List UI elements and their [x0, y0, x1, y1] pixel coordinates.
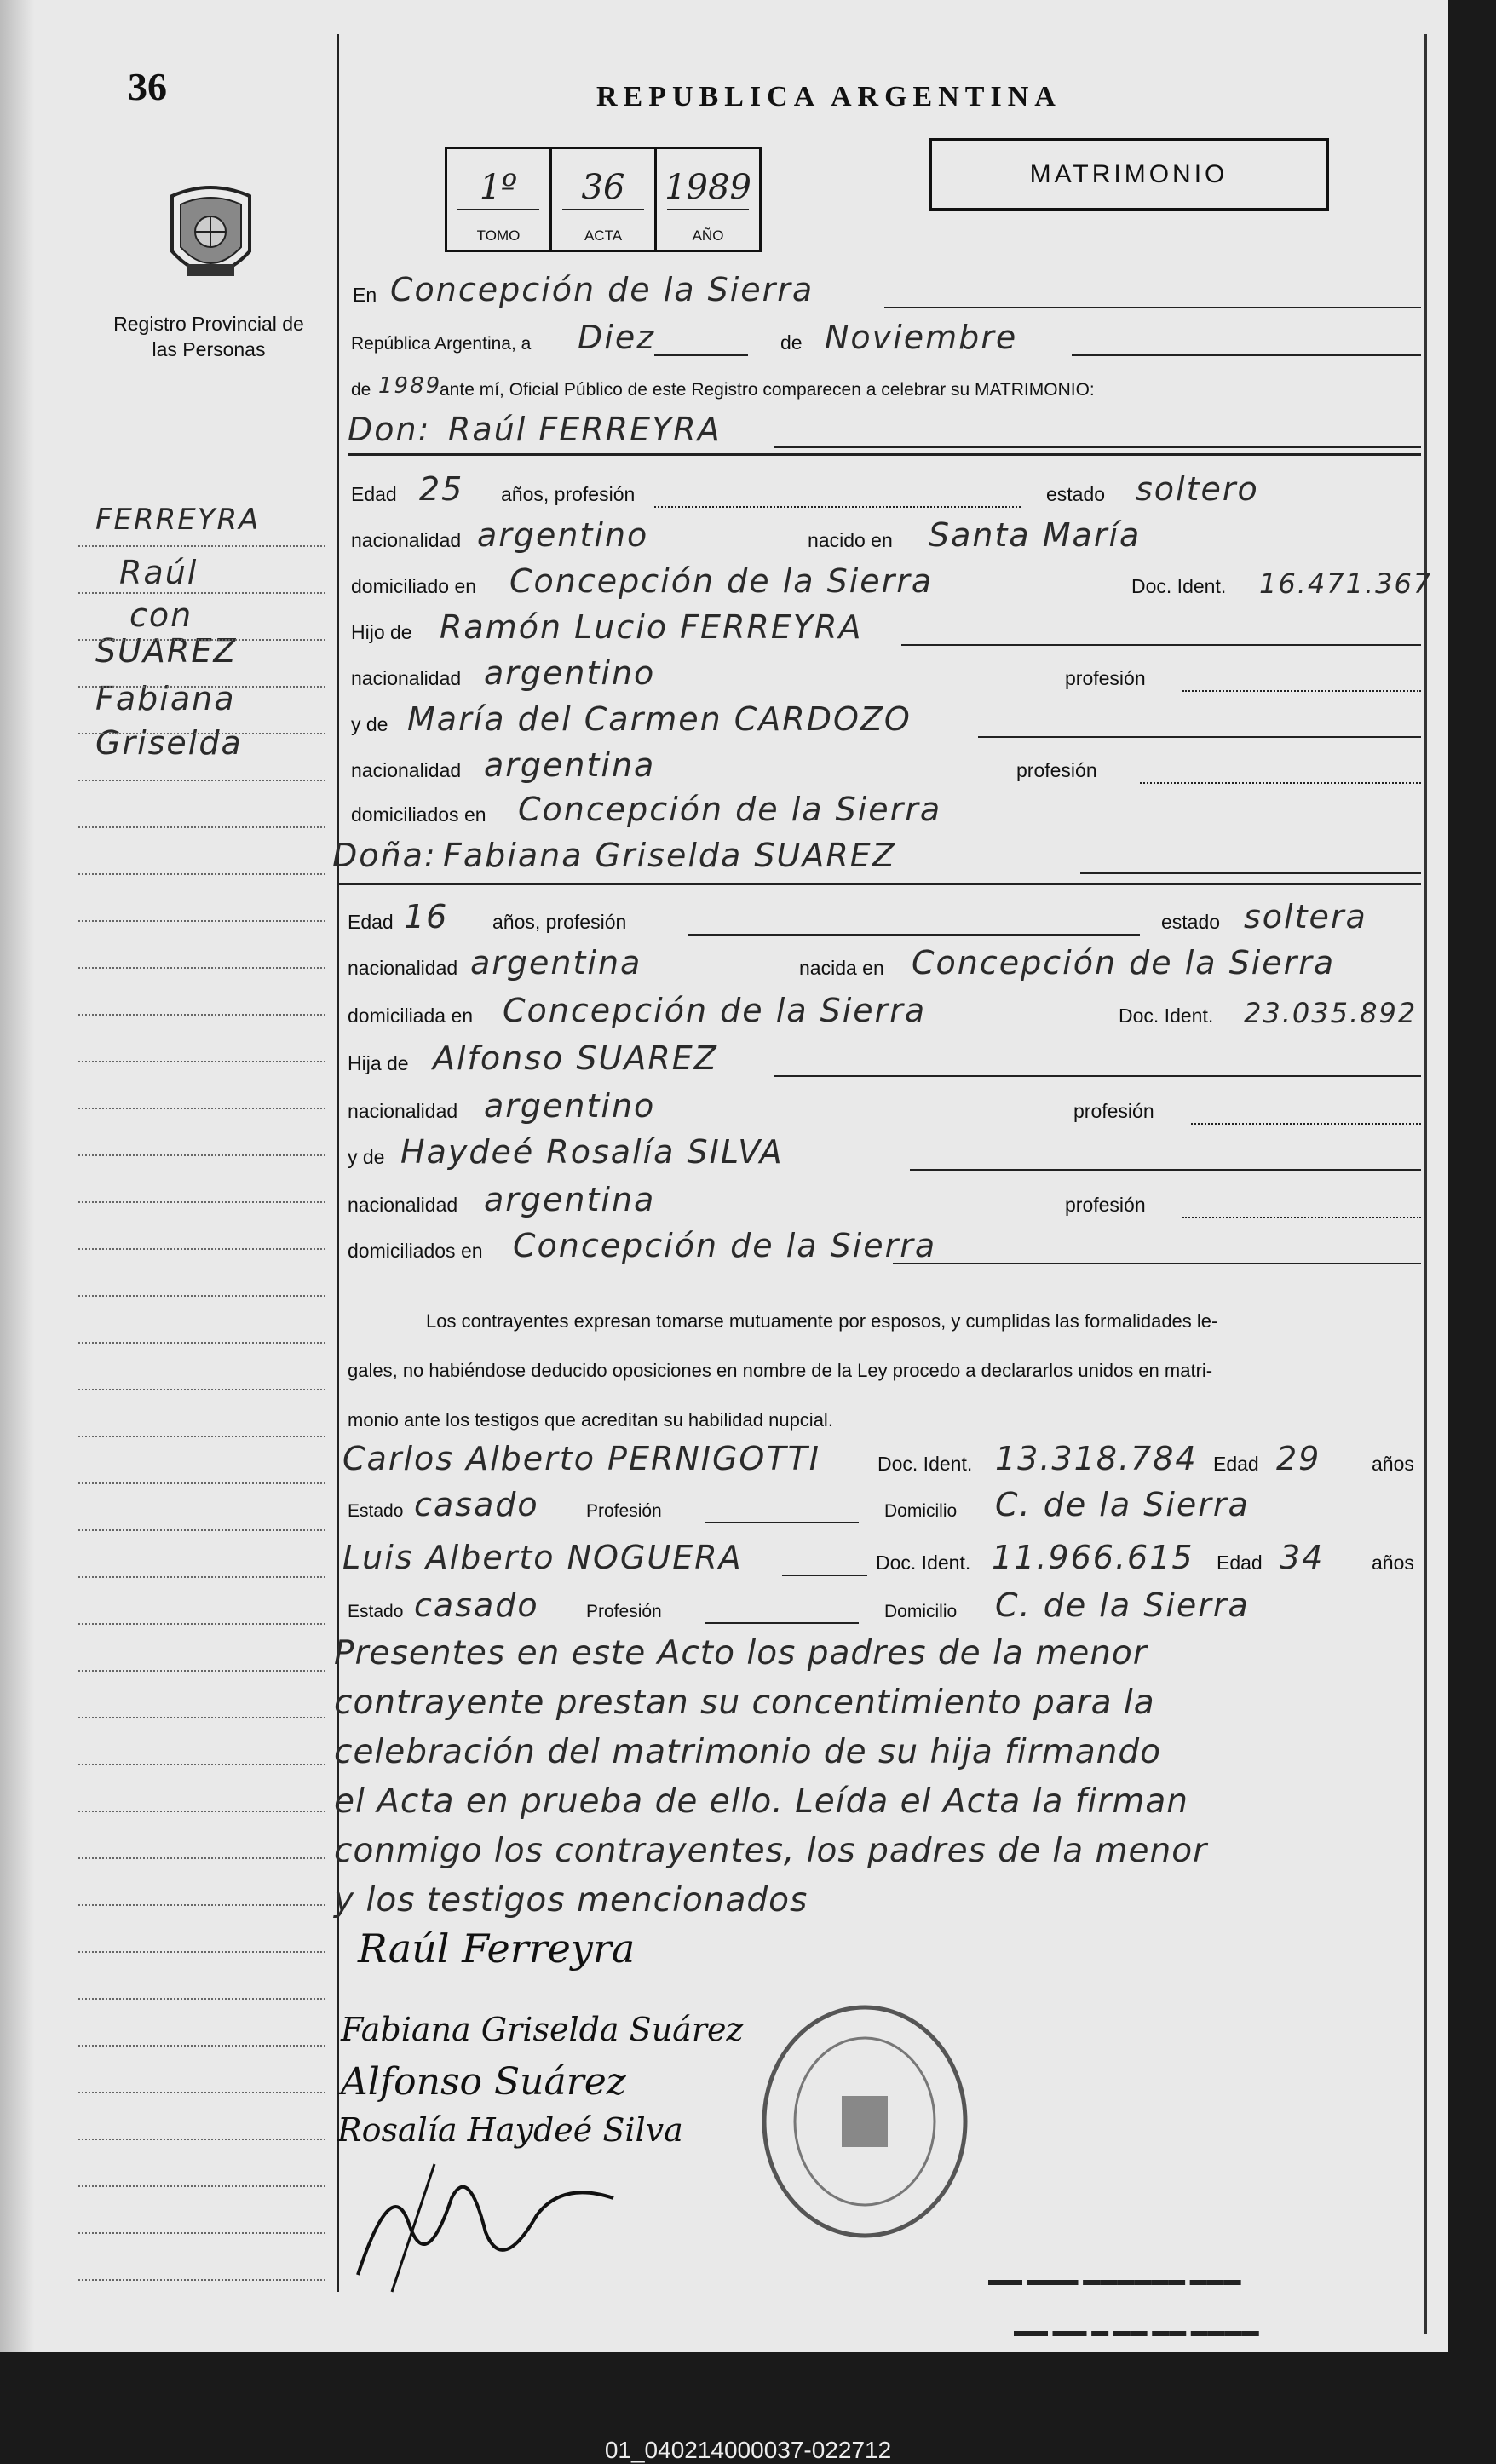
witness-2-row: [342, 1532, 1421, 1580]
bride-father-nat-label: nacionalidad: [348, 1100, 458, 1122]
groom-father-line: [901, 644, 1421, 646]
groom-mother-nat: argentina: [484, 746, 656, 784]
witness-2-age: 34: [1280, 1539, 1325, 1576]
bride-birthplace: Concepción de la Sierra: [912, 944, 1336, 982]
witness-1-name: Carlos Alberto PERNIGOTTI: [342, 1440, 820, 1477]
note-line-4: el Acta en prueba de ello. Leída el Acta la firman: [334, 1782, 1188, 1821]
bride-father-prof-line: [1191, 1123, 1421, 1125]
witness-2-doc: 11.966.615: [992, 1539, 1194, 1576]
groom-doc-label: Doc. Ident.: [1131, 575, 1227, 597]
margin-ruled-line: [78, 1061, 325, 1062]
margin-ruled-line: [78, 1482, 325, 1484]
witness-2-prof-line: [705, 1622, 859, 1624]
groom-father-nat: argentino: [484, 654, 656, 692]
witness-1-row: [342, 1433, 1421, 1481]
bride-father: Alfonso SUAREZ: [433, 1039, 718, 1077]
margin-ruled-line: [78, 967, 325, 969]
witness-1-anos: años: [1372, 1453, 1414, 1475]
note-line-1: Presentes en este Acto los padres de la menor: [334, 1634, 1148, 1672]
margin-ruled-line: [78, 1904, 325, 1906]
margin-divider: [337, 34, 339, 2292]
groom-mother-nat-row: [348, 740, 1421, 787]
bride-mother-row: [348, 1126, 1421, 1174]
witness-2-dom-label: Domicilio: [884, 1602, 958, 1621]
margin-ruled-line: [78, 1857, 325, 1859]
bride-mother-prof-label: profesión: [1065, 1194, 1146, 1216]
margin-ruled-line: [78, 1529, 325, 1531]
margin-ruled-line: [78, 1717, 325, 1718]
signature-bride-father: Alfonso Suárez: [341, 2060, 626, 2104]
groom-age: 25: [419, 470, 464, 508]
legal-line-3: monio ante los testigos que acreditan su habilidad nupcial.: [348, 1409, 833, 1431]
bride-parents-dom-row: [348, 1220, 1421, 1268]
intro-month-line: [1072, 354, 1421, 356]
margin-ruled-line: [78, 2232, 325, 2234]
groom-mother-line: [978, 736, 1421, 738]
bride-profession-line: [688, 934, 1140, 936]
anio-cell: [657, 149, 759, 250]
bride-nat-row: [348, 937, 1421, 985]
groom-father-prof-label: profesión: [1065, 667, 1146, 689]
margin-ruled-line: [78, 1576, 325, 1578]
margin-ruled-line: [78, 686, 325, 688]
margin-given-1: Raúl: [119, 554, 199, 591]
bride-estado: soltera: [1244, 898, 1367, 936]
bride-parents-dom-line: [893, 1263, 1421, 1264]
sheet-number: 36: [128, 65, 167, 108]
tomo-value: 1º: [447, 168, 549, 207]
signature-groom: Raúl Ferreyra: [358, 1926, 636, 1972]
intro-day: Diez: [578, 319, 656, 356]
witness-signature-scribble: [341, 2147, 630, 2300]
witness-2-doc-label: Doc. Ident.: [876, 1552, 971, 1574]
bride-father-line: [774, 1075, 1421, 1077]
bride-father-nat: argentino: [484, 1087, 656, 1125]
groom-profession-line: [654, 506, 1021, 508]
binding-edge: [0, 0, 34, 2352]
official-stamp-line-1: ▬▬ ▬▬▬ ▬▬▬▬▬▬ ▬▬▬: [988, 2271, 1241, 2289]
note-line-6: y los testigos mencionados: [334, 1881, 808, 1920]
witness-1-edad-label: Edad: [1213, 1453, 1259, 1475]
de-label: de: [780, 331, 803, 354]
groom-parents-dom: Concepción de la Sierra: [518, 791, 942, 828]
acta-cell: [552, 149, 657, 250]
witness-2-anos: años: [1372, 1552, 1414, 1574]
bride-father-prof-label: profesión: [1073, 1100, 1154, 1122]
margin-ruled-line: [78, 1764, 325, 1765]
margin-ruled-line: [78, 1436, 325, 1437]
margin-ruled-line: [78, 733, 325, 734]
witness-2-prof-label: Profesión: [586, 1602, 662, 1621]
groom-mother-prof-label: profesión: [1016, 759, 1097, 781]
margin-ruled-line: [78, 780, 325, 781]
bride-domicile: Concepción de la Sierra: [503, 992, 927, 1029]
bride-edad-label: Edad: [348, 911, 394, 933]
footer-code: 01_040214000037-022712: [604, 2437, 892, 2463]
margin-ruled-line: [78, 639, 325, 641]
margin-ruled-line: [78, 2045, 325, 2047]
bride-age-row: [348, 891, 1421, 939]
bride-doc-label: Doc. Ident.: [1119, 1005, 1214, 1027]
margin-ruled-line: [78, 1951, 325, 1953]
groom-title: Don:: [348, 411, 431, 448]
margin-ruled-line: [78, 1998, 325, 2000]
intro-text: ante mí, Oficial Público de este Registro comparecen a celebrar su MATRIMONIO:: [440, 380, 1095, 400]
groom-dom-row: [348, 556, 1433, 603]
groom-dom-label: domiciliado en: [351, 575, 477, 597]
bride-mother-prof-line: [1182, 1217, 1421, 1218]
tomo-label: TOMO: [476, 227, 521, 244]
bride-mother: Haydeé Rosalía SILVA: [400, 1133, 784, 1171]
intro-year: 1989: [378, 373, 442, 399]
anio-value: 1989: [657, 168, 759, 207]
country-title: REPUBLICA ARGENTINA: [596, 81, 1062, 112]
bride-yde-label: y de: [348, 1146, 385, 1168]
groom-father-row: [348, 602, 1421, 649]
margin-given-3: Griselda: [95, 724, 243, 762]
acta-value: 36: [552, 168, 654, 207]
bride-nat-label: nacionalidad: [348, 957, 458, 979]
document-type-box: MATRIMONIO: [929, 138, 1329, 211]
margin-ruled-line: [78, 1014, 325, 1016]
signature-bride-mother: Rosalía Haydeé Silva: [337, 2111, 683, 2149]
intro-month: Noviembre: [825, 319, 1018, 356]
margin-ruled-line: [78, 1248, 325, 1250]
bride-doc: 23.035.892: [1244, 997, 1418, 1029]
bride-mother-nat-label: nacionalidad: [348, 1194, 458, 1216]
bride-mother-line: [910, 1169, 1421, 1171]
groom-mother-row: [348, 694, 1421, 741]
de-year-label: de: [351, 380, 371, 400]
witness-1-prof-label: Profesión: [586, 1501, 662, 1521]
note-line-5: conmigo los contrayentes, los padres de la menor: [334, 1832, 1208, 1870]
margin-ruled-line: [78, 873, 325, 875]
margin-given-2: Fabiana: [95, 680, 236, 717]
witness-2-name: Luis Alberto NOGUERA: [342, 1539, 743, 1576]
intro-day-line: [654, 354, 748, 356]
bride-parents-dom: Concepción de la Sierra: [513, 1227, 937, 1264]
bride-father-nat-row: [348, 1080, 1421, 1128]
witness-2-domicile: C. de la Sierra: [995, 1586, 1250, 1624]
groom-nat-label: nacionalidad: [351, 529, 462, 551]
bride-name-row: [332, 830, 1421, 878]
groom-mother: María del Carmen CARDOZO: [407, 700, 912, 738]
bride-dom-label: domiciliada en: [348, 1005, 474, 1027]
bride-name-line: [1080, 872, 1421, 874]
note-line-2: contrayente prestan su concentimiento para la: [334, 1684, 1155, 1722]
acta-label: ACTA: [584, 227, 623, 244]
tomo-cell: [447, 149, 552, 250]
witness-2-estado: casado: [414, 1586, 539, 1624]
intro-year-row: [348, 358, 1421, 406]
official-stamp-line-2: ▬▬ ▬▬ ▬ ▬▬ ▬▬ ▬▬▬▬: [1014, 2322, 1259, 2340]
margin-ruled-line: [78, 1108, 325, 1109]
groom-hijo-label: Hijo de: [351, 621, 412, 643]
margin-ruled-line: [78, 920, 325, 922]
margin-surname-1: FERREYRA: [95, 503, 261, 537]
groom-estado-label: estado: [1046, 483, 1106, 505]
intro-date-row: [348, 312, 1421, 360]
republica-label: República Argentina, a: [351, 334, 532, 354]
margin-ruled-line: [78, 545, 325, 547]
margin-ruled-line: [78, 2185, 325, 2187]
groom-mother-nat-label: nacionalidad: [351, 759, 462, 781]
groom-name-row: [348, 404, 1421, 452]
witness-1-domicile: C. de la Sierra: [995, 1486, 1250, 1523]
anio-label: AÑO: [692, 227, 724, 244]
groom-father: Ramón Lucio FERREYRA: [440, 608, 863, 646]
groom-nationality: argentino: [477, 516, 649, 554]
margin-ruled-line: [78, 1811, 325, 1812]
registration-box: [445, 147, 762, 252]
margin-ruled-line: [78, 1670, 325, 1672]
signature-bride: Fabiana Griselda Suárez: [341, 2011, 744, 2048]
groom-father-prof-line: [1182, 690, 1421, 692]
groom-father-nat-row: [348, 648, 1421, 695]
witness-1-details-row: [348, 1479, 1421, 1527]
margin-ruled-line: [78, 2279, 325, 2281]
legal-line-2: gales, no habiéndose deducido oposiciones en nombre de la Ley procedo a declararlos unidos en matri-: [348, 1360, 1213, 1381]
bride-mother-nat-row: [348, 1174, 1421, 1222]
bride-age-unit: años, profesión: [492, 911, 627, 933]
provincial-crest-icon: [162, 179, 260, 294]
groom-rule: [348, 453, 1421, 456]
groom-yde-label: y de: [351, 713, 388, 735]
margin-ruled-line: [78, 592, 325, 594]
witness-1-prof-line: [705, 1522, 859, 1523]
intro-place: Concepción de la Sierra: [390, 271, 814, 308]
bride-nationality: argentina: [470, 944, 642, 982]
groom-doc: 16.471.367: [1259, 567, 1433, 600]
margin-ruled-line: [78, 1201, 325, 1203]
witness-1-doc: 13.318.784: [995, 1440, 1198, 1477]
margin-ruled-line: [78, 1342, 325, 1344]
groom-edad-label: Edad: [351, 483, 397, 505]
witness-2-name-line: [782, 1575, 867, 1576]
groom-name-line: [774, 446, 1421, 448]
witness-1-estado: casado: [414, 1486, 539, 1523]
groom-estado: soltero: [1136, 470, 1259, 508]
margin-ruled-line: [78, 2092, 325, 2093]
witness-2-details-row: [348, 1580, 1421, 1627]
bride-estado-label: estado: [1161, 911, 1221, 933]
official-seal-icon: [758, 2002, 971, 2241]
margin-surname-2: SUAREZ: [95, 632, 238, 670]
bride-mother-nat: argentina: [484, 1181, 656, 1218]
margin-con: con: [129, 596, 193, 634]
registry-name: Registro Provincial de las Personas: [113, 313, 304, 360]
bride-nacida-label: nacida en: [799, 957, 884, 979]
witness-2-edad-label: Edad: [1217, 1552, 1263, 1574]
intro-place-line: [884, 307, 1421, 308]
witness-1-age: 29: [1276, 1440, 1321, 1477]
margin-ruled-line: [78, 826, 325, 828]
bride-age: 16: [404, 898, 449, 936]
margin-ruled-line: [78, 1623, 325, 1625]
bride-hija-label: Hija de: [348, 1052, 409, 1074]
legal-line-1: Los contrayentes expresan tomarse mutuamente por esposos, y cumplidas las formalidades le-: [426, 1310, 1218, 1332]
bride-rule: [339, 883, 1421, 885]
witness-1-dom-label: Domicilio: [884, 1501, 958, 1521]
groom-age-unit: años, profesión: [501, 483, 636, 505]
margin-ruled-line: [78, 1154, 325, 1156]
groom-parents-dom-label: domiciliados en: [351, 803, 486, 826]
witness-1-doc-label: Doc. Ident.: [877, 1453, 973, 1475]
witness-2-estado-label: Estado: [348, 1602, 404, 1621]
groom-parents-dom-row: [348, 784, 1421, 832]
bride-title: Doña:: [332, 837, 437, 874]
groom-domicile: Concepción de la Sierra: [509, 562, 934, 600]
groom-nacido-label: nacido en: [808, 529, 893, 551]
right-border: [1424, 34, 1427, 2334]
margin-ruled-line: [78, 1295, 325, 1297]
intro-place-row: [348, 264, 1421, 312]
note-line-3: celebración del matrimonio de su hija firmando: [334, 1733, 1161, 1771]
groom-name: Raúl FERREYRA: [448, 411, 722, 448]
margin-ruled-line: [78, 2139, 325, 2140]
bride-parents-dom-label: domiciliados en: [348, 1240, 483, 1262]
bride-dom-row: [348, 985, 1421, 1033]
en-label: En: [353, 284, 377, 306]
bride-father-row: [348, 1033, 1421, 1080]
witness-1-estado-label: Estado: [348, 1501, 404, 1521]
bride-name: Fabiana Griselda SUAREZ: [443, 837, 896, 874]
margin-ruled-line: [78, 1389, 325, 1390]
groom-nat-row: [348, 509, 1421, 557]
groom-birthplace: Santa María: [929, 516, 1142, 554]
groom-father-nat-label: nacionalidad: [351, 667, 462, 689]
groom-age-row: [348, 463, 1421, 511]
